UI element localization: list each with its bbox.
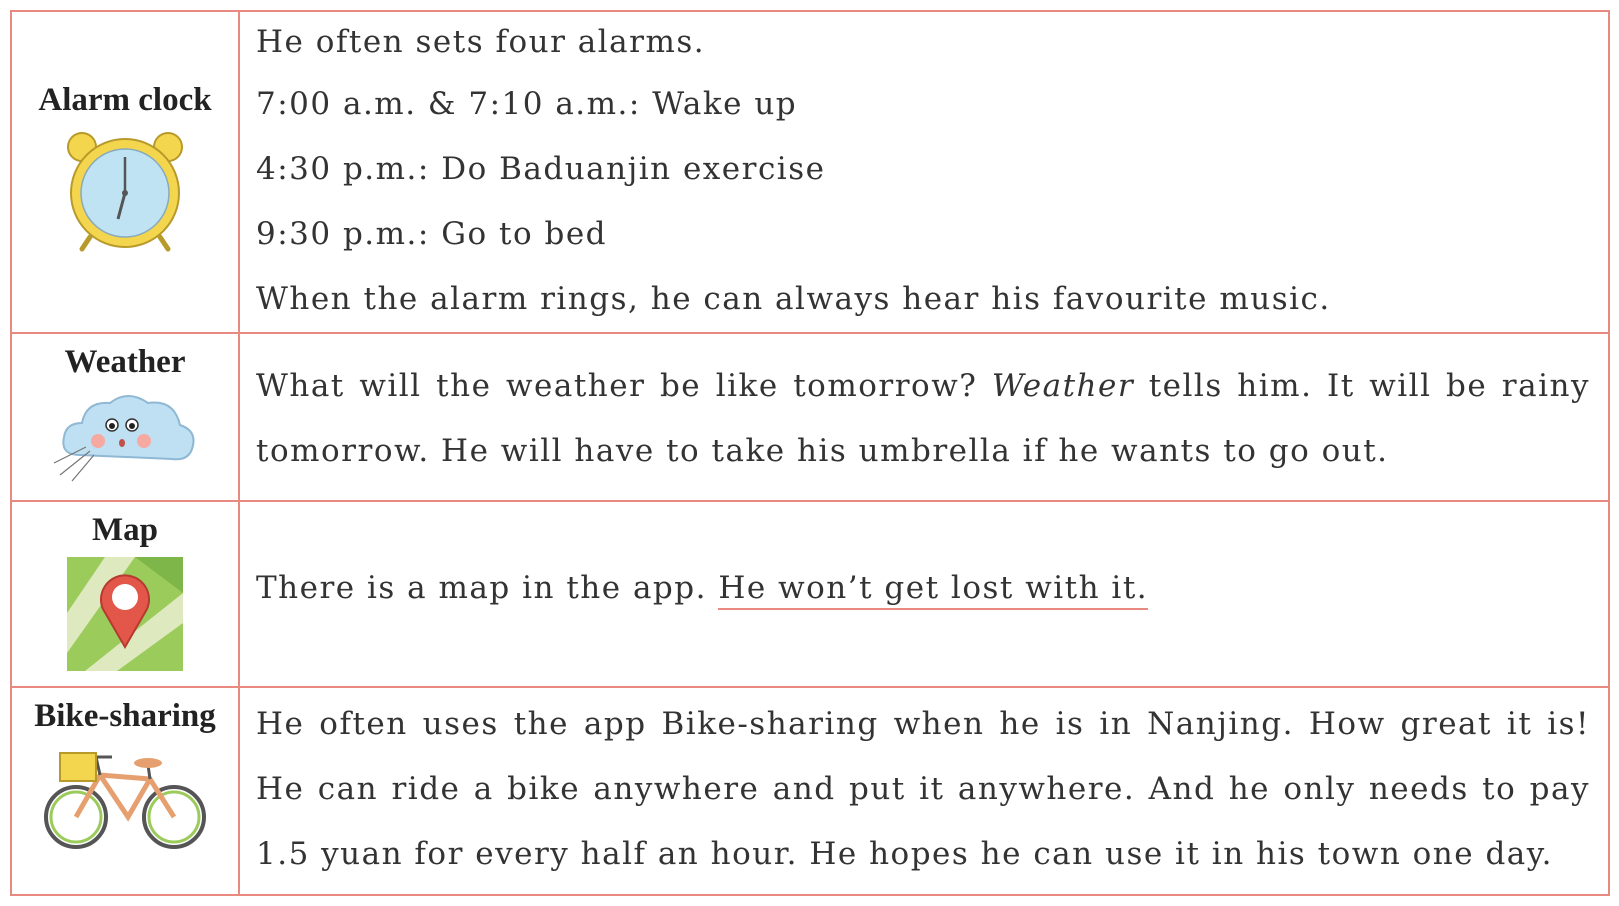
alarm-clock-text-cell — [240, 12, 1608, 334]
bike-sharing-text-cell — [240, 688, 1608, 894]
weather-text-cell — [240, 334, 1608, 502]
weather-paragraph: What will the weather be like tomorrow? Weather tells him. It will be rainy tomorrow. He will have to take his umbrella if he wants to go out. — [256, 368, 1590, 469]
alarm-line: 7:00 a.m. & 7:10 a.m.: Wake up — [256, 86, 798, 122]
bicycle-icon — [40, 743, 210, 853]
alarm-clock-icon — [60, 125, 190, 255]
map-label-cell — [12, 502, 240, 688]
alarm-line: When the alarm rings, he can always hear his favourite music. — [256, 281, 1331, 317]
app-table — [10, 10, 1610, 896]
map-underlined-sentence: He won’t get lost with it. — [718, 570, 1148, 610]
alarm-line: 4:30 p.m.: Do Baduanjin exercise — [256, 151, 826, 187]
weather-app-name: Weather — [991, 368, 1135, 404]
map-pin-icon — [65, 553, 185, 673]
bike-sharing-name: Bike-sharing — [34, 698, 216, 734]
weather-label-cell — [12, 334, 240, 502]
cloud-icon — [50, 385, 200, 485]
alarm-clock-label-cell — [12, 12, 240, 334]
map-text-cell — [240, 502, 1608, 688]
alarm-line: He often sets four alarms. — [256, 24, 706, 60]
map-name: Map — [92, 512, 158, 548]
map-paragraph: There is a map in the app. He won’t get lost with it. — [256, 556, 1148, 621]
bike-sharing-label-cell — [12, 688, 240, 894]
bike-sharing-paragraph: He often uses the app Bike-sharing when he is in Nanjing. How great it is! He can ride a bike anywhere and put it anywhere. And he only needs to pay 1.5 yuan for every half an hour. He hopes he can use it in his town one day. — [256, 706, 1590, 872]
alarm-line: 9:30 p.m.: Go to bed — [256, 216, 608, 252]
weather-name: Weather — [64, 344, 186, 380]
alarm-clock-name: Alarm clock — [38, 82, 212, 118]
